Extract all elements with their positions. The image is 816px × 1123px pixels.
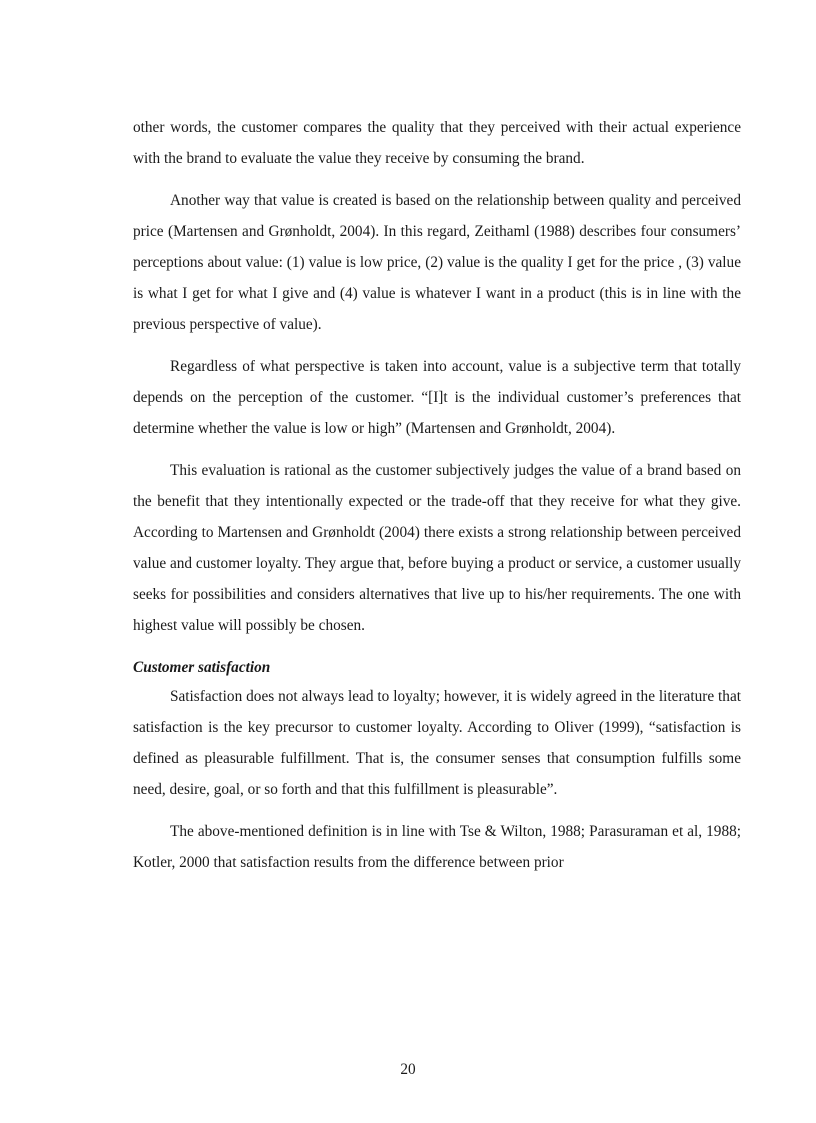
paragraph-subjective-value: Regardless of what perspective is taken into account, value is a subjective term that totally depends on the perception of the customer. “[I]t is the individual customer’s preferences that determine whether the value is low or high” (Martensen and Grønholdt, 2004). (133, 358, 741, 437)
paragraph-satisfaction-definition: Satisfaction does not always lead to loyalty; however, it is widely agreed in the literature that satisfaction is the key precursor to customer loyalty. According to Oliver (1999), “satisfaction is defined as pleasurable fulfillment. That is, the consumer senses that consumption fulfills some need, desire, goal, or so forth and that this fulfillment is pleasurable”. (133, 688, 741, 798)
page-number: 20 (400, 1061, 416, 1078)
section-heading: Customer satisfaction (133, 659, 271, 676)
body-text (133, 112, 741, 889)
paragraph-continuation: other words, the customer compares the quality that they perceived with their actual experience with the brand to evaluate the value they receive by consuming the brand. (133, 119, 741, 167)
paragraph-value-price: Another way that value is created is based on the relationship between quality and perceived price (Martensen and Grønholdt, 2004). In this regard, Zeithaml (1988) describes four consumers’ perceptions about value: (1) value is low price, (2) value is the quality I get for the price , (3) value is what I get for what I give and (4) value is whatever I want in a product (this is in line with the previous perspective of value). (133, 192, 741, 333)
paragraph-rational-evaluation: This evaluation is rational as the customer subjectively judges the value of a brand based on the benefit that they intentionally expected or the trade-off that they receive for what they give. According to Martensen and Grønholdt (2004) there exists a strong relationship between perceived value and customer loyalty. They argue that, before buying a product or service, a customer usually seeks for possibilities and considers alternatives that live up to his/her requirements. The one with highest value will possibly be chosen. (133, 462, 741, 634)
paragraph-satisfaction-difference: The above-mentioned definition is in line with Tse & Wilton, 1988; Parasuraman et al, 1988; Kotler, 2000 that satisfaction results from the difference between prior (133, 823, 741, 871)
